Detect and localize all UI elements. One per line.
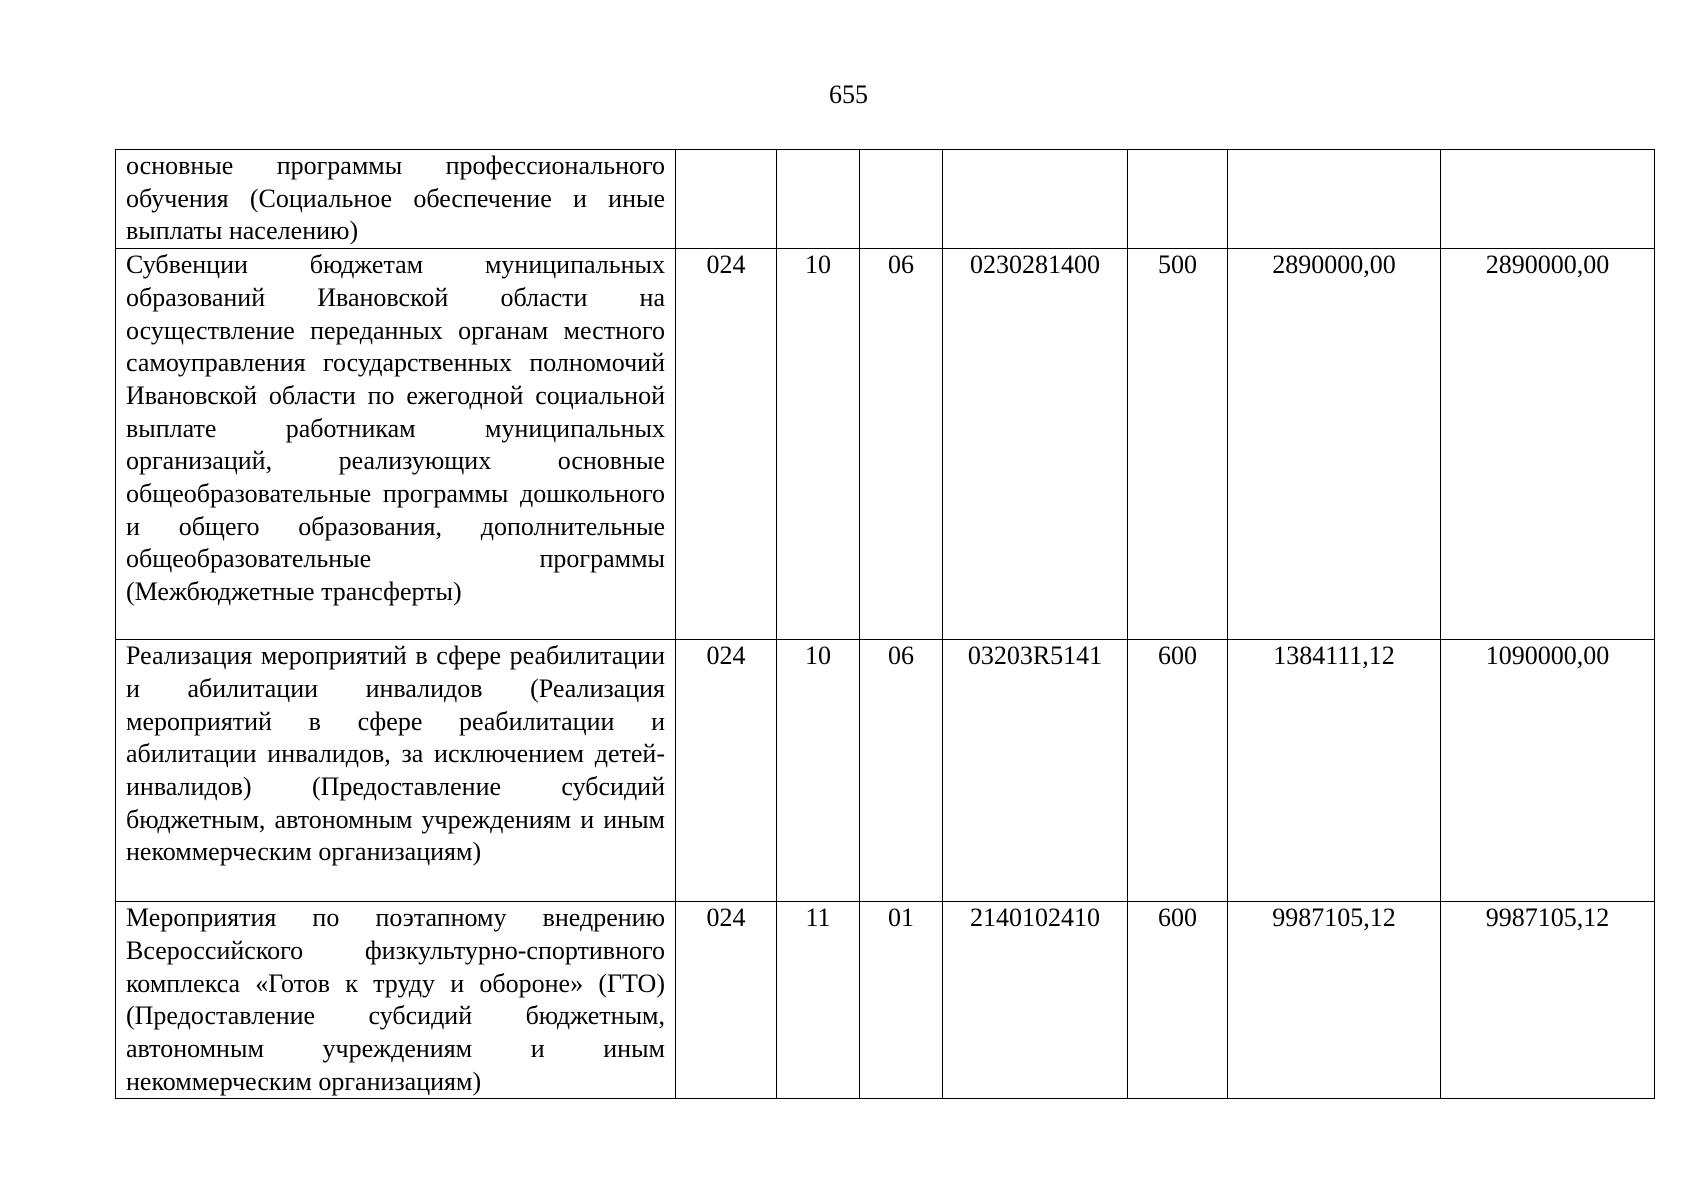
subsection-code: [860, 150, 943, 249]
row-description: Субвенции бюджетам муниципальных образований Ивановской области на осуществление переданных органам местного самоуправления государственных полномочий Ивановской области по ежегодной социальной выплате работникам муниципальных организаций, реализующих основные общеобразовательные программы дошкольного и общего образования, дополнительные общеобразовательные программы (Межбюджетные трансферты): [116, 249, 676, 640]
table-row: [116, 640, 1655, 902]
amount-2: 9987105,12: [1441, 902, 1655, 1099]
subsection-code: 01: [860, 902, 943, 1099]
amount-2: 1090000,00: [1441, 640, 1655, 902]
amount-1: 9987105,12: [1228, 902, 1441, 1099]
table-row: [116, 249, 1655, 640]
amount-1: [1228, 150, 1441, 249]
expense-type-code: 600: [1128, 640, 1228, 902]
ministry-code: 024: [676, 640, 777, 902]
target-article-code: 2140102410: [943, 902, 1128, 1099]
amount-2: [1441, 150, 1655, 249]
subsection-code: 06: [860, 249, 943, 640]
amount-2: 2890000,00: [1441, 249, 1655, 640]
target-article-code: 03203R5141: [943, 640, 1128, 902]
target-article-code: [943, 150, 1128, 249]
section-code: [777, 150, 860, 249]
row-description: Мероприятия по поэтапному внедрению Всероссийского физкультурно-спортивного комплекса «Готов к труду и обороне» (ГТО) (Предоставление субсидий бюджетным, автономным учреждениям и иным некоммерческим организациям): [116, 902, 676, 1099]
ministry-code: 024: [676, 902, 777, 1099]
expense-type-code: [1128, 150, 1228, 249]
target-article-code: 0230281400: [943, 249, 1128, 640]
section-code: 10: [777, 640, 860, 902]
ministry-code: 024: [676, 249, 777, 640]
table-row: [116, 150, 1655, 249]
ministry-code: [676, 150, 777, 249]
expense-type-code: 600: [1128, 902, 1228, 1099]
row-description: Реализация мероприятий в сфере реабилитации и абилитации инвалидов (Реализация мероприятий в сфере реабилитации и абилитации инвалидов, за исключением детей-инвалидов) (Предоставление субсидий бюджетным, автономным учреждениям и иным некоммерческим организациям): [116, 640, 676, 902]
budget-table: [115, 149, 1655, 1099]
section-code: 10: [777, 249, 860, 640]
page-number: 655: [829, 80, 868, 109]
amount-1: 1384111,12: [1228, 640, 1441, 902]
amount-1: 2890000,00: [1228, 249, 1441, 640]
table-row: [116, 902, 1655, 1099]
section-code: 11: [777, 902, 860, 1099]
expense-type-code: 500: [1128, 249, 1228, 640]
subsection-code: 06: [860, 640, 943, 902]
row-description: основные программы профессионального обучения (Социальное обеспечение и иные выплаты населению): [116, 150, 676, 249]
